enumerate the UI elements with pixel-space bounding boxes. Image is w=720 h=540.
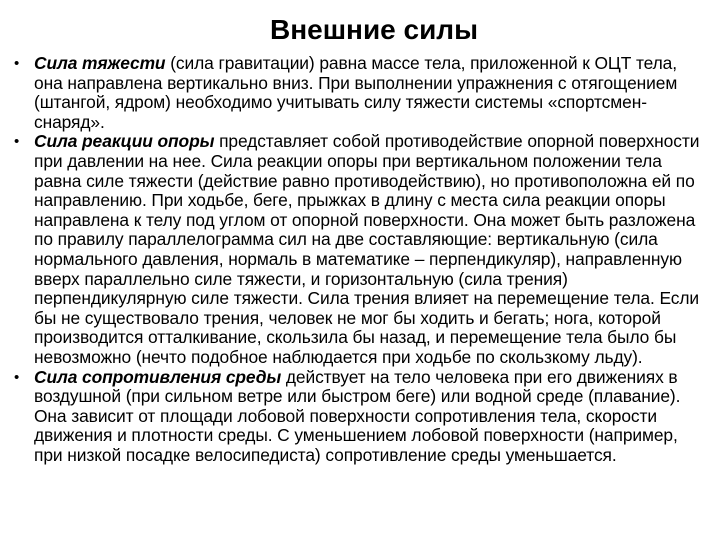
- bullet-list: [14, 54, 710, 465]
- bullet-item-support-reaction: [14, 132, 710, 367]
- slide-title: Внешние силы: [269, 14, 478, 45]
- text-support-reaction: представляет собой противодействие опорной поверхности при давлении на нее. Сила реакции опоры при вертикальном положении тела равна силе тяжести (действие равно противодействию), но противоположна ей по направлению. При ходьбе, беге, прыжках в длину с места сила реакции опоры направлена к телу под углом от опорной поверхности. Она может быть разложена по правилу параллелограмма сил на две составляющие: вертикальную (сила нормального давления, нормаль в математике – перпендикуляр), направленную вверх параллельно силе тяжести, и горизонтальную (сила трения) перпендикулярную силе тяжести. Сила трения влияет на перемещение тела. Если бы не существовало трения, человек не мог бы ходить и бегать; нога, которой производится отталкивание, скользила бы назад, и перемещение тела было бы невозможно (нечто подобное наблюдается при ходьбе по скользкому льду).: [34, 131, 700, 367]
- text-medium-resistance: действует на тело человека при его движениях в воздушной (при сильном ветре или быстром беге) или водной среде (плавание). Она зависит от площади лобовой поверхности сопротивления тела, скорости движения и плотности среды. С уменьшением лобовой поверхности (например, при низкой посадке велосипедиста) сопротивление среды уменьшается.: [34, 366, 681, 465]
- bullet-item-medium-resistance: [14, 368, 710, 466]
- term-gravity: Сила тяжести: [34, 53, 166, 73]
- text-gravity: (сила гравитации) равна массе тела, приложенной к ОЦТ тела, она направлена вертикально вниз. При выполнении упражнения с отягощением (штангой, ядром) необходимо учитывать силу тяжести системы «спортсмен-снаряд».: [34, 53, 678, 132]
- bullet-icon: •: [14, 55, 20, 72]
- bullet-item-gravity: [14, 54, 710, 132]
- bullet-icon: •: [14, 133, 20, 151]
- bullet-icon: •: [14, 368, 20, 386]
- term-medium-resistance: Сила сопротивления среды: [34, 366, 282, 387]
- term-support-reaction: Сила реакции опоры: [34, 131, 215, 152]
